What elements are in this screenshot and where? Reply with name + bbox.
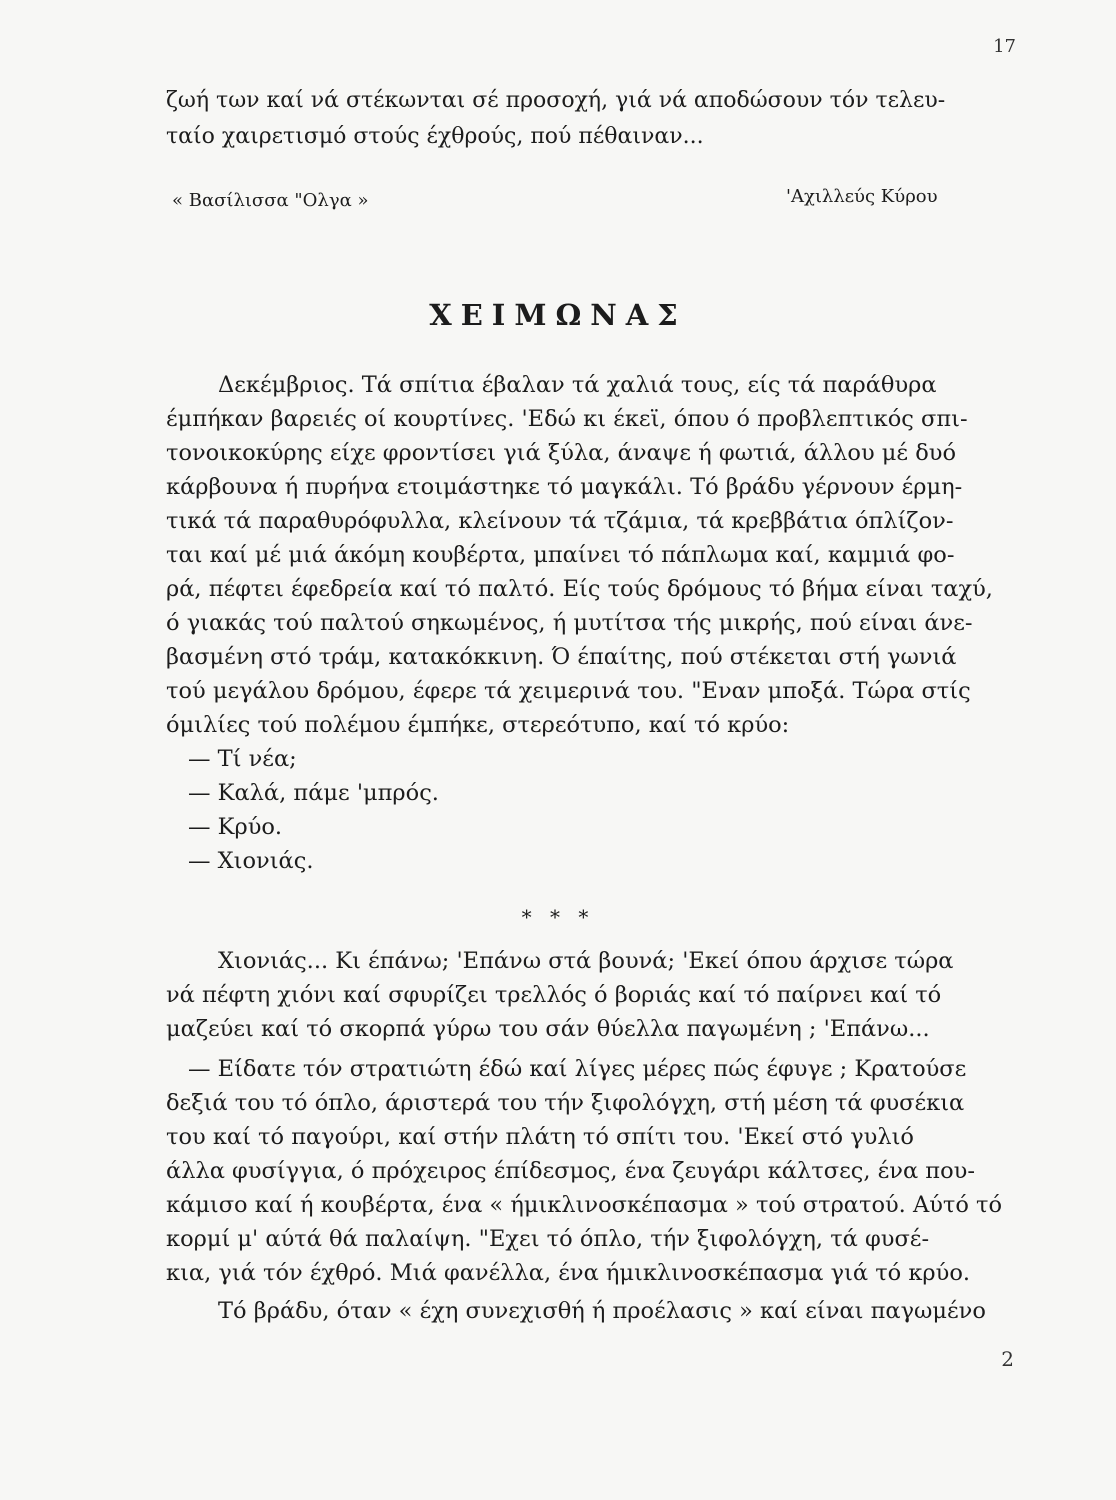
- paragraph-line: βασμένη στό τράμ, κατακόκκινη. Ό έπαίτης, πού στέκεται στή γωνιά: [166, 644, 957, 670]
- paragraph-line: Δεκέμβριος. Τά σπίτια έβαλαν τά χαλιά τους, είς τά παράθυρα: [218, 372, 937, 398]
- dialogue-line: — Τί νέα;: [188, 746, 297, 772]
- paragraph-line: τονοικοκύρης είχε φροντίσει γιά ξύλα, άναψε ή φωτιά, άλλου μέ δυό: [166, 440, 956, 466]
- paragraph-line: κορμί μ' αύτά θά παλαίψη. "Εχει τό όπλο, τήν ξιφολόγχη, τά φυσέ-: [166, 1226, 930, 1252]
- paragraph-line: κάρβουνα ή πυρήνα ετοιμάστηκε τό μαγκάλι. Τό βράδυ γέρνουν έρμη-: [166, 474, 963, 500]
- paragraph-line: τικά τά παραθυρόφυλλα, κλείνουν τά τζάμια, τά κρεββάτια όπλίζον-: [166, 508, 954, 534]
- paragraph-line: μαζεύει καί τό σκορπά γύρω του σάν θύελλα παγωμένη ; 'Επάνω...: [166, 1016, 930, 1042]
- intro-author: 'Αχιλλεύς Κύρου: [786, 186, 938, 207]
- paragraph-line: κια, γιά τόν έχθρό. Μιά φανέλλα, ένα ήμικλινοσκέπασμα γιά τό κρύο.: [166, 1260, 971, 1286]
- paragraph-line: νά πέφτη χιόνι καί σφυρίζει τρελλός ό βοριάς καί τό παίρνει καί τό: [166, 982, 942, 1008]
- intro-line: ταίο χαιρετισμό στούς έχθρούς, πού πέθαιναν...: [166, 124, 704, 149]
- paragraph-line: του καί τό παγούρι, καί στήν πλάτη τό σπίτι του. 'Εκεί στό γυλιό: [166, 1124, 914, 1150]
- paragraph-line: δεξιά του τό όπλο, άριστερά του τήν ξιφολόγχη, στή μέση τά φυσέκια: [166, 1090, 965, 1116]
- section-separator: * * *: [521, 905, 595, 929]
- paragraph-line: έμπήκαν βαρειές οί κουρτίνες. 'Εδώ κι έκεϊ, όπου ό προβλεπτικός σπι-: [166, 406, 968, 432]
- paragraph-line: Τό βράδυ, όταν « έχη συνεχισθή ή προέλασις » καί είναι παγωμένο: [218, 1298, 986, 1324]
- paragraph-line: ται καί μέ μιά άκόμη κουβέρτα, μπαίνει τό πάπλωμα καί, καμμιά φο-: [166, 542, 955, 568]
- dialogue-line: — Χιονιάς.: [188, 848, 314, 874]
- signature-mark: 2: [1001, 1347, 1014, 1371]
- intro-source: « Βασίλισσα "Ολγα »: [172, 190, 369, 211]
- paragraph-line: άλλα φυσίγγια, ό πρόχειρος έπίδεσμος, ένα ζευγάρι κάλτσες, ένα που-: [166, 1158, 975, 1184]
- paragraph-line: Χιονιάς... Κι έπάνω; 'Επάνω στά βουνά; 'Εκεί όπου άρχισε τώρα: [218, 948, 954, 974]
- dialogue-line: — Κρύο.: [188, 814, 283, 840]
- intro-line: ζωή των καί νά στέκωνται σέ προσοχή, γιά νά αποδώσουν τόν τελευ-: [166, 88, 946, 113]
- paragraph-line: ό γιακάς τού παλτού σηκωμένος, ή μυτίτσα τής μικρής, πού είναι άνε-: [166, 610, 973, 636]
- paragraph-line: τού μεγάλου δρόμου, έφερε τά χειμερινά του. "Εναν μποξά. Τώρα στίς: [166, 678, 971, 704]
- paragraph-line: ρά, πέφτει έφεδρεία καί τό παλτό. Είς τούς δρόμους τό βήμα είναι ταχύ,: [166, 576, 993, 602]
- article-title: ΧΕΙΜΩΝΑΣ: [429, 298, 687, 332]
- paragraph-line: — Είδατε τόν στρατιώτη έδώ καί λίγες μέρες πώς έφυγε ; Κρατούσε: [188, 1056, 967, 1082]
- dialogue-line: — Καλά, πάμε 'μπρός.: [188, 780, 439, 806]
- paragraph-line: κάμισο καί ή κουβέρτα, ένα « ήμικλινοσκέπασμα » τού στρατού. Αύτό τό: [166, 1192, 1003, 1218]
- paragraph-line: όμιλίες τού πολέμου έμπήκε, στερεότυπο, καί τό κρύο:: [166, 712, 790, 738]
- page-number: 17: [993, 36, 1016, 57]
